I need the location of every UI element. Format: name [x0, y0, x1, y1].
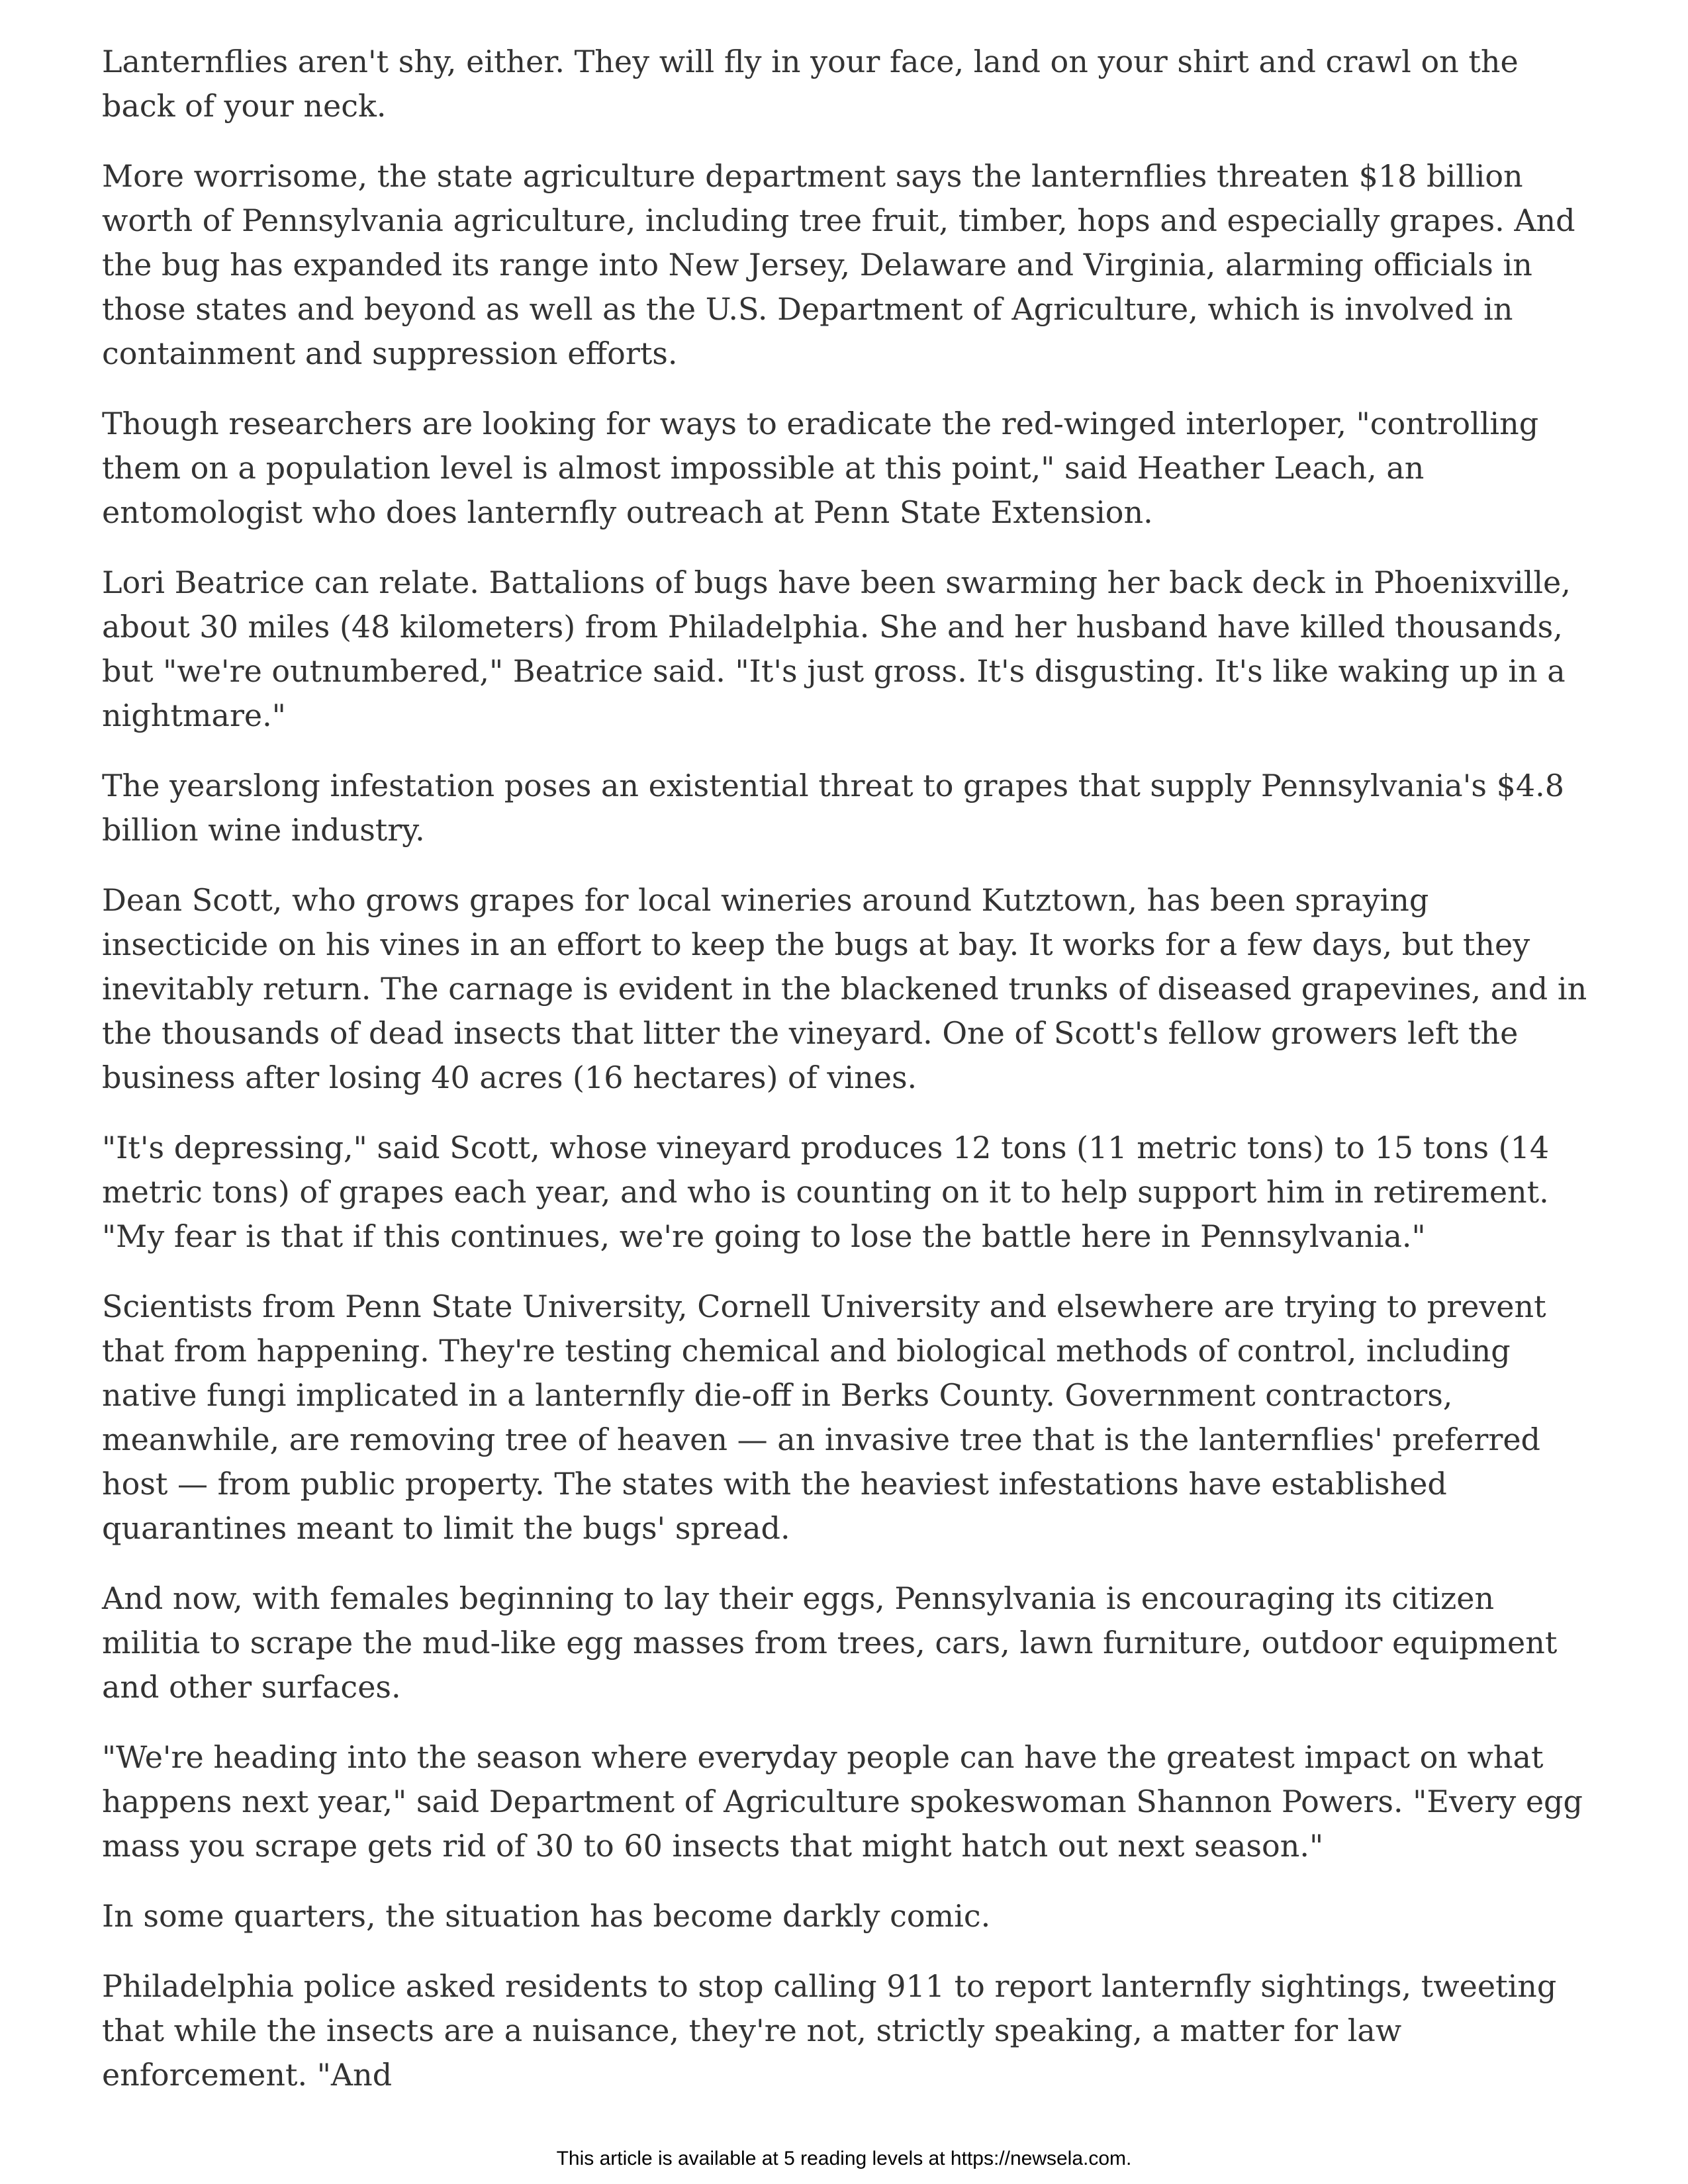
paragraph: Though researchers are looking for ways to eradicate the red-winged interloper, "controlling them on a population level is almost impossible at this point," said Heather Leach, an entomologist who does lanternfly outreach at Penn State Extension.	[102, 406, 1539, 530]
paragraph: More worrisome, the state agriculture department says the lanternflies threaten $18 billion worth of Pennsylvania agriculture, including tree fruit, timber, hops and especially grapes. And the bug has expanded its range into New Jersey, Delaware and Virginia, alarming officials in those states and beyond as well as the U.S. Department of Agriculture, which is involved in containment and suppression efforts.	[102, 158, 1575, 371]
paragraph: Lanternflies aren't shy, either. They will fly in your face, land on your shirt and crawl on the back of your neck.	[102, 44, 1519, 124]
paragraph: Dean Scott, who grows grapes for local wineries around Kutztown, has been spraying insecticide on his vines in an effort to keep the bugs at bay. It works for a few days, but they inevitably return. The carnage is evident in the blackened trunks of diseased grapevines, and in the thousands of dead insects that litter the vineyard. One of Scott's fellow growers left the business after losing 40 acres (16 hectares) of vines.	[102, 882, 1587, 1095]
article-body	[102, 40, 1591, 2123]
paragraph: Philadelphia police asked residents to stop calling 911 to report lanternfly sightings, tweeting that while the insects are a nuisance, they're not, strictly speaking, a matter for law enforcement. "And	[102, 1968, 1557, 2093]
paragraph: The yearslong infestation poses an existential threat to grapes that supply Pennsylvania's $4.8 billion wine industry.	[102, 768, 1565, 848]
paragraph: "It's depressing," said Scott, whose vineyard produces 12 tons (11 metric tons) to 15 tons (14 metric tons) of grapes each year, and who is counting on it to help support him in retirement. "My fear is that if this continues, we're going to lose the battle here in Pennsylvania."	[102, 1130, 1550, 1254]
paragraph: And now, with females beginning to lay their eggs, Pennsylvania is encouraging its citizen militia to scrape the mud-like egg masses from trees, cars, lawn furniture, outdoor equipment and other surfaces.	[102, 1580, 1558, 1705]
paragraph: Lori Beatrice can relate. Battalions of bugs have been swarming her back deck in Phoenixville, about 30 miles (48 kilometers) from Philadelphia. She and her husband have killed thousands, but "we're outnumbered," Beatrice said. "It's just gross. It's disgusting. It's like waking up in a nightmare."	[102, 565, 1571, 733]
paragraph: Scientists from Penn State University, Cornell University and elsewhere are trying to prevent that from happening. They're testing chemical and biological methods of control, including native fungi implicated in a lanternfly die-off in Berks County. Government contractors, meanwhile, are removing tree of heaven — an invasive tree that is the lanternflies' preferred host — from public property. The states with the heaviest infestations have established quarantines meant to limit the bugs' spread.	[102, 1289, 1546, 1546]
paragraph: "We're heading into the season where everyday people can have the greatest impact on what happens next year," said Department of Agriculture spokeswoman Shannon Powers. "Every egg mass you scrape gets rid of 30 to 60 insects that might hatch out next season."	[102, 1739, 1583, 1864]
paragraph: In some quarters, the situation has become darkly comic.	[102, 1898, 991, 1934]
page-footer: This article is available at 5 reading levels at https://newsela.com.	[556, 2148, 1132, 2169]
